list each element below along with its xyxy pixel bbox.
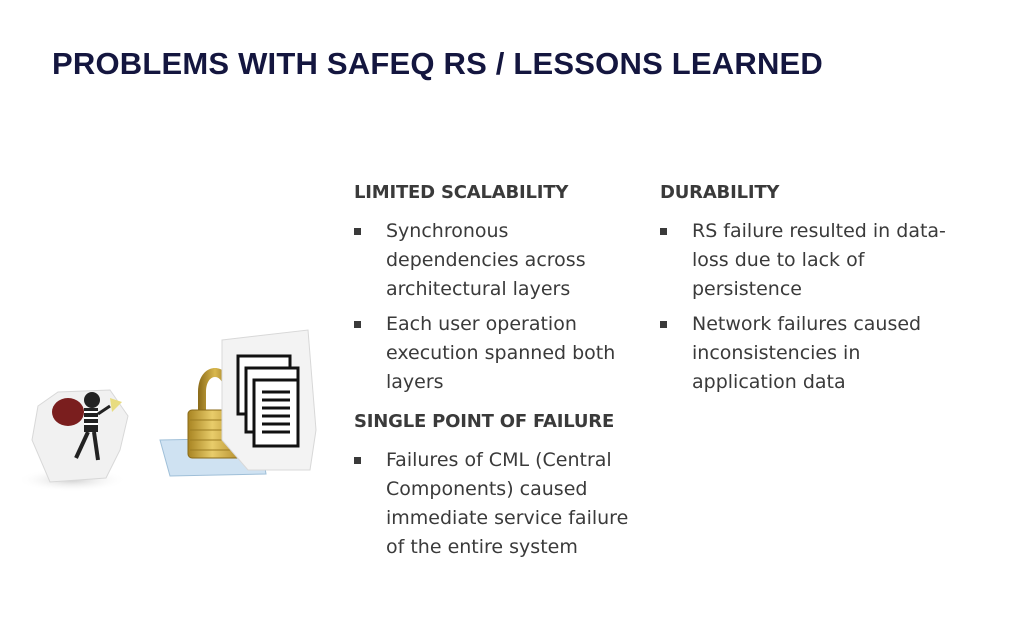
- list-item: [354, 310, 644, 397]
- right-column: [660, 182, 960, 403]
- section-heading-single-point-of-failure: SINGLE POINT OF FAILURE: [354, 411, 615, 432]
- bullet-square-icon: [354, 228, 361, 235]
- bullet-square-icon: [354, 321, 361, 328]
- document-stack-icon: [222, 330, 316, 470]
- section-heading-durability: DURABILITY: [660, 182, 780, 203]
- bullet-square-icon: [660, 228, 667, 235]
- list-item: [660, 217, 960, 304]
- list-item: [660, 310, 960, 397]
- bullet-text: Network failures caused inconsistencies in application data: [692, 313, 922, 393]
- thief-icon: [17, 390, 128, 492]
- bullet-text: Each user operation execution spanned both layers: [386, 313, 616, 393]
- bullet-text: RS failure resulted in data-loss due to lack of persistence: [692, 220, 946, 300]
- list-item: [354, 446, 644, 562]
- bullet-text: Synchronous dependencies across architectural layers: [386, 220, 586, 300]
- security-illustration: [10, 320, 340, 510]
- durability-list: [660, 217, 960, 397]
- bullet-square-icon: [660, 321, 667, 328]
- section-heading-limited-scalability: LIMITED SCALABILITY: [354, 182, 569, 203]
- bullet-square-icon: [354, 457, 361, 464]
- left-column: [354, 182, 644, 568]
- list-item: [354, 217, 644, 304]
- slide-title: PROBLEMS WITH SAFEQ RS / LESSONS LEARNED: [52, 46, 823, 81]
- bullet-text: Failures of CML (Central Components) caused immediate service failure of the entire system: [386, 449, 629, 558]
- single-point-of-failure-list: [354, 446, 644, 562]
- limited-scalability-list: [354, 217, 644, 397]
